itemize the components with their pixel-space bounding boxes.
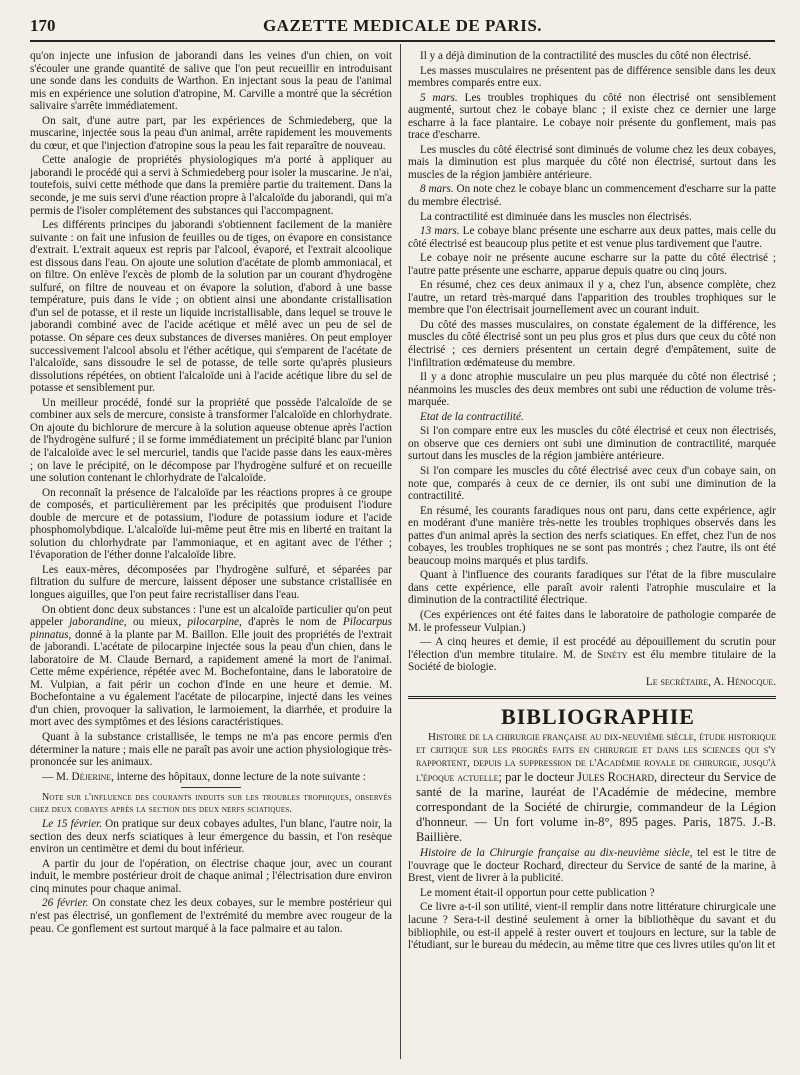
subheading-text: Etat de la contractilité. xyxy=(420,410,524,423)
text-run: Les troubles trophiques du côté non électrisé ont sensiblement augmenté, surtout chez le cobaye blanc ; il existe chez ce dernier une large escharre à la face plantaire. Le cobaye noir présente du gonflement, mais pas trace d'escharre. xyxy=(408,91,776,142)
italic-term: pilocarpine xyxy=(187,616,240,629)
text-run: est élu membre titulaire de la Société de biologie. xyxy=(408,648,776,674)
paragraph: Si l'on compare entre eux les muscles du côté électrisé et ceux non électrisés, on observe que ces derniers ont subi une diminution de contractilité, marquée surtout dans les muscles de la région jambière antérieure. xyxy=(408,425,776,463)
date-label: 13 mars. xyxy=(420,225,460,238)
paragraph: Un meilleur procédé, fondé sur la propriété que possède l'alcaloïde de se combiner aux sels de mercure, consiste à transformer l'alcaloïde en chlorhydrate. On ajoute du bichlorure de mercure à la solution aqueuse obtenue après l'action de l'hydrogène sulfuré ; il se forme immédiatement un précipité blanc par l'union de l'alcaloïde avec le sel mercuriel, tandis que l'acide passe dans les eaux-mères ; on lave le précipité, on le décompose par l'hydrogène sulfuré et on recueille une solution contenant le chlorhydrate de l'alcaloïde. xyxy=(30,396,392,485)
paragraph: Le moment était-il opportun pour cette publication ? xyxy=(420,886,655,899)
paragraph xyxy=(408,225,776,250)
text-run: On constate chez les deux cobayes, sur le membre postérieur qui n'est pas électrisé, un gonflement de l'extrémité du membre avec rougeur de la peau. Ce gonflement est surtout marqué à la face palmaire et au talon. xyxy=(30,897,392,935)
page-number: 170 xyxy=(30,16,56,35)
paragraph: Cette analogie de propriétés physiologiques m'a porté à appliquer au jaborandi le procédé qui a servi à Schmiedeberg pour isoler la muscarine. Je n'ai, toutefois, suivi cette méthode que dans la première partie du traitement. Dans la seconde, je me suis servi d'une réaction propre à l'alcaloïde du jaborandi, qui m'a permis de l'isoler complétement des substances qui l'accompagnent. xyxy=(30,154,392,217)
paragraph: Ce livre a-t-il son utilité, vient-il remplir dans notre littérature chirurgicale une lacune ? Sera-t-il destiné seulement à orner la bibliothèque du savant et du bibliophile, ou est-il appelé à rester ouvert et toujours en lecture, sur la table de l'étudiant, sur le bureau du médecin, au même titre que ces livres utiles qu'on lit et xyxy=(408,901,776,952)
paragraph: Les différents principes du jaborandi s'obtiennent facilement de la manière suivante : on fait une infusion de feuilles ou de tiges, on évapore en consistance d'extrait. L'extrait aqueux est repris par l'alcool, évaporé, et l'extrait alcoolique est dissous dans l'eau. On ajoute une solution d'acétate de plomb ammoniacal, et on filtre. On enlève l'excès de plomb de la solution par un courant d'hydrogène sulfuré, on filtre de nouveau et on évapore la solution, d'abord à une basse température, puis dans le vide ; on obtient ainsi une abondante cristallisation d'un sel de potasse, et il reste un liquide incristallisable, dans lequel se trouve le jaborandi combiné avec de l'acide acétique et mêlé avec un peu de sel de potasse. On sépare ces deux substances de diverses manières. On peut employer successivement l'alcool absolu et l'éther acétique, qui s'emparent de l'acétate de l'alcaloïde, sans dissoudre le sel de potasse, de telle sorte qu'après plusieurs dissolutions répétées, on obtient l'alcaloïde uni à l'acide acétique libre du sel de potasse et sensiblement pur. xyxy=(30,219,392,395)
bibliography-entry xyxy=(408,731,776,845)
journal-title: GAZETTE MEDICALE DE PARIS. xyxy=(262,16,543,35)
text-run: On note chez le cobaye blanc un commencement d'escharre sur la patte du membre électrisé. xyxy=(408,183,776,209)
italic-title: Histoire de la Chirurgie française au dix-neuvième siècle xyxy=(420,847,690,860)
paragraph xyxy=(30,771,392,784)
paragraph xyxy=(408,183,776,208)
text-run: On obtient donc deux substances : l'une est un alcaloïde particulier qu'on peut appeler xyxy=(30,603,392,629)
text-run: — M. xyxy=(42,770,72,783)
person-name: Déjerine xyxy=(71,770,112,783)
text-run: , d'après le nom de xyxy=(239,616,343,629)
date-label: Le 15 février. xyxy=(42,818,103,831)
right-column xyxy=(408,50,776,1065)
date-label: 5 mars. xyxy=(420,91,458,104)
paragraph: Quant à l'influence des courants faradiques sur l'état de la fibre musculaire dans cette expérience, elle paraît avoir ralenti l'atrophie musculaire et la diminution de la contractilité électrique. xyxy=(408,569,776,607)
text-run: , directeur du Service de santé de la marine, lauréat de l'Académie de médecine, membre correspondant de la Société de chirurgie, commandeur de la Légion d'honneur. — Un fort volume in-8°, 895 pages. Paris, 1875. J.-B. Baillière. xyxy=(416,770,776,845)
text-run: On pratique sur deux cobayes adultes, l'un blanc, l'autre noir, la section des deux nerfs sciatiques à leur émergence du bassin, et l'on resèque environ un centimètre et demi du bout inférieur. xyxy=(30,818,392,856)
paragraph: On sait, d'une autre part, par les expériences de Schmiedeberg, que la muscarine, injectée sous la peau d'un animal, arrête rapidement les mouvements du cœur, et que l'injection d'atropine sous la peau les fait reparaître de nouveau. xyxy=(30,114,392,152)
paragraph xyxy=(408,636,776,674)
paragraph: Les eaux-mères, décomposées par l'hydrogène sulfuré, et séparées par filtration du sulfure de mercure, laissent déposer une substance cristallisée en longues aiguilles, que l'on peut faire recristalliser dans l'eau. xyxy=(30,563,392,601)
page-header xyxy=(30,14,775,38)
species-name: Pilocarpus pinnatus xyxy=(30,616,392,641)
paragraph: qu'on injecte une infusion de jaborandi dans les veines d'un chien, on voit s'écouler une grande quantité de salive que l'on peut recueillir en introduisant une sonde dans les conduits de Warthon. En injectant sous la peau de l'animal mis en expérience une solution d'atropine, M. Carville a montré que la sécrétion salivaire s'arrête immédiatement. xyxy=(30,50,392,113)
paragraph: A partir du jour de l'opération, on électrise chaque jour, avec un courant induit, le membre postérieur droit de chaque animal ; l'électrisation dure environ cinq minutes pour chaque animal. xyxy=(30,857,392,895)
author-name: Jules Rochard xyxy=(577,770,655,785)
paragraph: Quant à la substance cristallisée, le temps ne m'a pas encore permis d'en déterminer la nature ; mais elle ne paraît pas avoir une action physiologique très-prononcée sur les animaux. xyxy=(30,730,392,769)
paragraph: Les muscles du côté électrisé sont diminués de volume chez les deux cobayes, mais la diminution est plus marquée du côté non électrisé, surtout dans les muscles de la région jambière antérieure. xyxy=(408,143,776,181)
paragraph xyxy=(30,604,392,729)
note-title: Note sur l'influence des courants induits sur les troubles trophiques, observés chez deux cobayes après la section des deux nerfs sciatiques. xyxy=(30,792,392,816)
text-run: , ou mieux, xyxy=(123,616,188,629)
text-run: — A cinq heures et demie, il est procédé au dépouillement du scrutin pour l'élection d'un membre titulaire. M. de xyxy=(408,636,776,661)
date-label: 26 février. xyxy=(42,897,89,910)
paragraph xyxy=(30,818,392,856)
paragraph: Il y a déjà diminution de la contractilité des muscles du côté non électrisé. xyxy=(420,50,752,62)
paragraph: Le cobaye noir ne présente aucune escharre sur la patte du côté électrisé ; l'autre patte présente une escharre, apparue depuis quatre ou cinq jours. xyxy=(408,252,776,277)
book-title: Histoire de la chirurgie française au dix-neuvième siècle, étude historique et critique sur les progrès faits en chirurgie et dans les sciences qui s'y rapportent, depuis la suppression de l'Académie royale de chirurgie, jusqu'à l'époque actuelle xyxy=(416,731,776,785)
paragraph xyxy=(408,847,776,885)
paragraph: Du côté des masses musculaires, on constate également de la différence, les muscles du côté électrisé sont un peu plus gros et plus durs que ceux du côté non électrisé ; ces derniers présentent un certain degré d'empâtement, suite de l'infiltration œdémateuse du membre. xyxy=(408,318,776,369)
subheading xyxy=(408,411,776,424)
text-run: , interne des hôpitaux, donne lecture de la note suivante : xyxy=(111,770,366,783)
date-label: 8 mars. xyxy=(420,183,454,196)
paragraph: En résumé, les courants faradiques nous ont paru, dans cette expérience, agir en modérant d'une manière très-nette les troubles trophiques observés dans les pattes d'un animal après la section des nerfs sciatiques. En effet, chez l'un de nos cobayes, les troubles trophiques ne se sont pas montrés ; chez l'autre, ils ont été beaucoup moins marqués et plus tardifs. xyxy=(408,504,776,567)
person-name: Sinéty xyxy=(597,648,628,661)
section-divider xyxy=(408,696,776,699)
text-run: , donné à la plante par M. Baillon. Elle jouit des propriétés de l'extrait de jaborandi. L'acétate de pilocarpine injectée sous la peau d'un chien, dans le laboratoire de M. Claude Bernard, a rapidement amené la mort de l'animal. Cette même expérience, répétée avec M. Bochefontaine, dans le laboratoire de M. Vulpian, a fait périr un cochon d'Inde en une heure et demie. M. Bochefontaine a vu également l'acétate de pilocarpine, injecté dans les veines d'un chien, provoquer la salivation, le larmoiement, la diarrhée, et produire la mort avec des symptômes et des lésions caractéristiques. xyxy=(30,628,392,729)
column-divider xyxy=(400,44,401,1059)
paragraph xyxy=(30,897,392,935)
paragraph: En résumé, chez ces deux animaux il y a, chez l'un, absence complète, chez l'autre, un retard très-marqué dans l'apparition des troubles trophiques sur le membre que l'on électrisait journellement avec un courant induit. xyxy=(408,279,776,317)
paragraph: (Ces expériences ont été faites dans le laboratoire de pathologie comparée de M. le professeur Vulpian.) xyxy=(408,608,776,634)
left-column xyxy=(30,50,392,1065)
paragraph xyxy=(408,92,776,142)
header-rule xyxy=(30,40,775,42)
paragraph: La contractilité est diminuée dans les muscles non électrisés. xyxy=(420,210,692,223)
text-run: , tel est le titre de l'ouvrage que le docteur Rochard, directeur du Service de santé de la marine, à Brest, vient de livrer à la publicité. xyxy=(408,847,776,885)
bibliography-heading: BIBLIOGRAPHIE xyxy=(501,704,695,730)
paragraph: Les masses musculaires ne présentent pas de différence sensible dans les deux membres comparés entre eux. xyxy=(408,64,776,90)
paragraph: Il y a donc atrophie musculaire un peu plus marquée du côté non électrisé ; néanmoins les muscles des deux membres ont subi une réduction de volume très-marquée. xyxy=(408,371,776,409)
paragraph: Si l'on compare les muscles du côté électrisé avec ceux d'un cobaye sain, on note que, comparés à ceux de ce dernier, ils ont subi une diminution de la contractilité. xyxy=(408,464,776,503)
paragraph: On reconnaît la présence de l'alcaloïde par les réactions propres à ce groupe de composés, et particulièrement par les précipités que produisent l'iodure double de mercure et de potassium, l'iodure de potassium iodure et l'acide phosphomolybdique. L'alcaloïde lui-même peut être mis en liberté en traitant la solution du chlorhydrate par l'ammoniaque, et en agitant avec de l'éther ; l'évaporation de l'éther donne l'alcaloïde libre. xyxy=(30,486,392,562)
secretary-signature: Le secrétaire, A. Hénocque. xyxy=(645,675,776,688)
text-run: Le cobaye blanc présente une escharre aux deux pattes, mais celle du côté électrisé est beaucoup plus petite et est venue plus tardivement que l'autre. xyxy=(408,225,776,250)
text-run: ; par le docteur xyxy=(498,770,578,785)
italic-term: jaborandine xyxy=(69,616,124,629)
section-rule xyxy=(181,787,241,788)
